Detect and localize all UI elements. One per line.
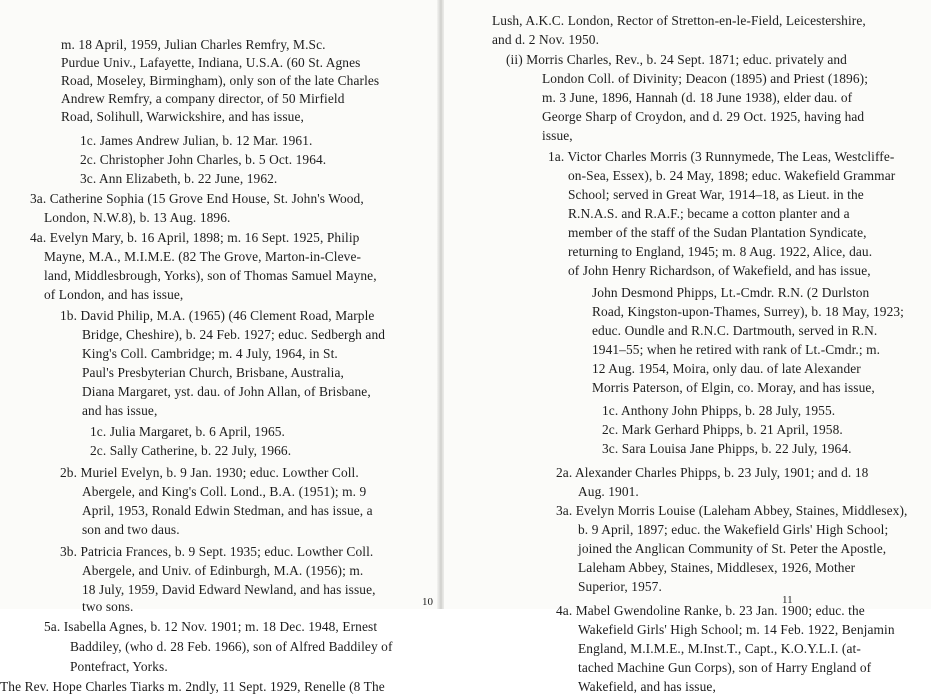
right-page (422, 0, 931, 694)
text-line: Lush, A.K.C. London, Rector of Stretton-en-le-Field, Leicestershire, (492, 13, 866, 28)
text-line: of London, and has issue, (44, 287, 184, 302)
page-mark: 11 (782, 594, 793, 606)
text-line: 3c. Sara Louisa Jane Phipps, b. 22 July, 1964. (602, 441, 852, 456)
text-line: 1c. Anthony John Phipps, b. 28 July, 1955. (602, 403, 836, 418)
text-line: The Rev. Hope Charles Tiarks m. 2ndly, 11 Sept. 1929, Renelle (8 The (0, 679, 385, 694)
text-line: April, 1953, Ronald Edwin Stedman, and has issue, a (82, 503, 373, 518)
text-line: London, N.W.8), b. 13 Aug. 1896. (44, 210, 231, 225)
text-line: 3a. Evelyn Morris Louise (Laleham Abbey, Staines, Middlesex), (556, 503, 908, 518)
page-number: 10 (422, 596, 433, 608)
text-line: 5a. Isabella Agnes, b. 12 Nov. 1901; m. 18 Dec. 1948, Ernest (44, 619, 378, 634)
text-line: son and two daus. (82, 522, 180, 537)
text-line: 3a. Catherine Sophia (15 Grove End House, St. John's Wood, (30, 191, 364, 206)
text-line: 12 Aug. 1954, Moira, only dau. of late Alexander (592, 361, 861, 376)
text-line: 1941–55; when he retired with rank of Lt.-Cmdr.; m. (592, 342, 881, 357)
text-line: 18 July, 1959, David Edward Newland, and has issue, (82, 582, 376, 597)
text-line: Morris Paterson, of Elgin, co. Moray, and has issue, (592, 380, 875, 395)
text-line: John Desmond Phipps, Lt.-Cmdr. R.N. (2 Durlston (592, 285, 870, 300)
text-line: 3c. Ann Elizabeth, b. 22 June, 1962. (80, 171, 278, 186)
text-line: 1c. James Andrew Julian, b. 12 Mar. 1961. (80, 133, 313, 148)
text-line: Abergele, and Univ. of Edinburgh, M.A. (1956); m. (82, 563, 364, 578)
text-line: b. 9 April, 1897; educ. the Wakefield Girls' High School; (578, 522, 889, 537)
text-line: Purdue Univ., Lafayette, Indiana, U.S.A. (60 St. Agnes (61, 55, 361, 70)
text-line: issue, (542, 128, 573, 143)
text-line: 3b. Patricia Frances, b. 9 Sept. 1935; educ. Lowther Coll. (60, 544, 374, 559)
text-line: joined the Anglican Community of St. Peter the Apostle, (578, 541, 887, 556)
text-line: and d. 2 Nov. 1950. (492, 32, 600, 47)
text-line: Bridge, Cheshire), b. 24 Feb. 1927; educ. Sedbergh and (82, 327, 386, 342)
text-line: on-Sea, Essex), b. 24 May, 1898; educ. Wakefield Grammar (568, 168, 896, 183)
left-page (0, 0, 439, 694)
text-line: and has issue, (82, 403, 158, 418)
text-line: Baddiley, (who d. 28 Feb. 1966), son of Alfred Baddiley of (70, 639, 393, 654)
text-line: two sons. (82, 599, 134, 614)
text-line: tached Machine Gun Corps), son of Harry England of (578, 660, 872, 675)
text-line: returning to England, 1945; m. 8 Aug. 1922, Alice, dau. (568, 244, 873, 259)
text-line: 2c. Mark Gerhard Phipps, b. 21 April, 1958. (602, 422, 843, 437)
text-line: England, M.I.M.E., M.Inst.T., Capt., K.O.Y.L.I. (at- (578, 641, 861, 656)
text-line: Mayne, M.A., M.I.M.E. (82 The Grove, Marton-in-Cleve- (44, 249, 362, 264)
text-line: 1c. Julia Margaret, b. 6 April, 1965. (90, 424, 285, 439)
text-line: 4a. Mabel Gwendoline Ranke, b. 23 Jan. 1900; educ. the (556, 603, 865, 618)
text-line: Aug. 1901. (578, 484, 639, 499)
text-line: Diana Margaret, yst. dau. of John Allan, of Brisbane, (82, 384, 371, 399)
text-line: 2a. Alexander Charles Phipps, b. 23 July, 1901; and d. 18 (556, 465, 869, 480)
text-line: Abergele, and King's Coll. Lond., B.A. (1951); m. 9 (82, 484, 367, 499)
text-line: (ii) Morris Charles, Rev., b. 24 Sept. 1871; educ. privately and (506, 52, 847, 67)
text-line: 2c. Sally Catherine, b. 22 July, 1966. (90, 443, 292, 458)
text-line: Road, Kingston-upon-Thames, Surrey), b. 18 May, 1923; (592, 304, 905, 319)
text-line: Wakefield, and has issue, (578, 679, 716, 694)
text-line: 2c. Christopher John Charles, b. 5 Oct. 1964. (80, 152, 327, 167)
text-line: 1b. David Philip, M.A. (1965) (46 Clement Road, Marple (60, 308, 375, 323)
text-line: educ. Oundle and R.N.C. Dartmouth, served in R.N. (592, 323, 878, 338)
text-line: Andrew Remfry, a company director, of 50 Mirfield (61, 91, 345, 106)
text-line: of John Henry Richardson, of Wakefield, and has issue, (568, 263, 871, 278)
text-line: m. 3 June, 1896, Hannah (d. 18 June 1938), elder dau. of (542, 90, 853, 105)
text-line: land, Middlesbrough, Yorks), son of Thomas Samuel Mayne, (44, 268, 377, 283)
text-line: Superior, 1957. (578, 579, 662, 594)
text-line: George Sharp of Croydon, and d. 29 Oct. 1925, having had (542, 109, 865, 124)
text-line: R.N.A.S. and R.A.F.; became a cotton planter and a (568, 206, 850, 221)
text-line: 2b. Muriel Evelyn, b. 9 Jan. 1930; educ. Lowther Coll. (60, 465, 359, 480)
text-line: Paul's Presbyterian Church, Brisbane, Australia, (82, 365, 344, 380)
text-line: 4a. Evelyn Mary, b. 16 April, 1898; m. 16 Sept. 1925, Philip (30, 230, 360, 245)
text-line: 1a. Victor Charles Morris (3 Runnymede, The Leas, Westcliffe- (548, 149, 895, 164)
text-line: London Coll. of Divinity; Deacon (1895) and Priest (1896); (542, 71, 869, 86)
text-line: member of the staff of the Sudan Plantation Syndicate, (568, 225, 867, 240)
text-line: Wakefield Girls' High School; m. 14 Feb. 1922, Benjamin (578, 622, 895, 637)
text-line: Laleham Abbey, Staines, Middlesex, 1926, Mother (578, 560, 856, 575)
text-line: School; served in Great War, 1914–18, as Lieut. in the (568, 187, 864, 202)
text-line: Road, Moseley, Birmingham), only son of the late Charles (61, 73, 380, 88)
text-line: Pontefract, Yorks. (70, 659, 168, 674)
text-line: King's Coll. Cambridge; m. 4 July, 1964, in St. (82, 346, 338, 361)
text-line: Road, Solihull, Warwickshire, and has issue, (61, 109, 304, 124)
text-line: m. 18 April, 1959, Julian Charles Remfry, M.Sc. (61, 37, 326, 52)
